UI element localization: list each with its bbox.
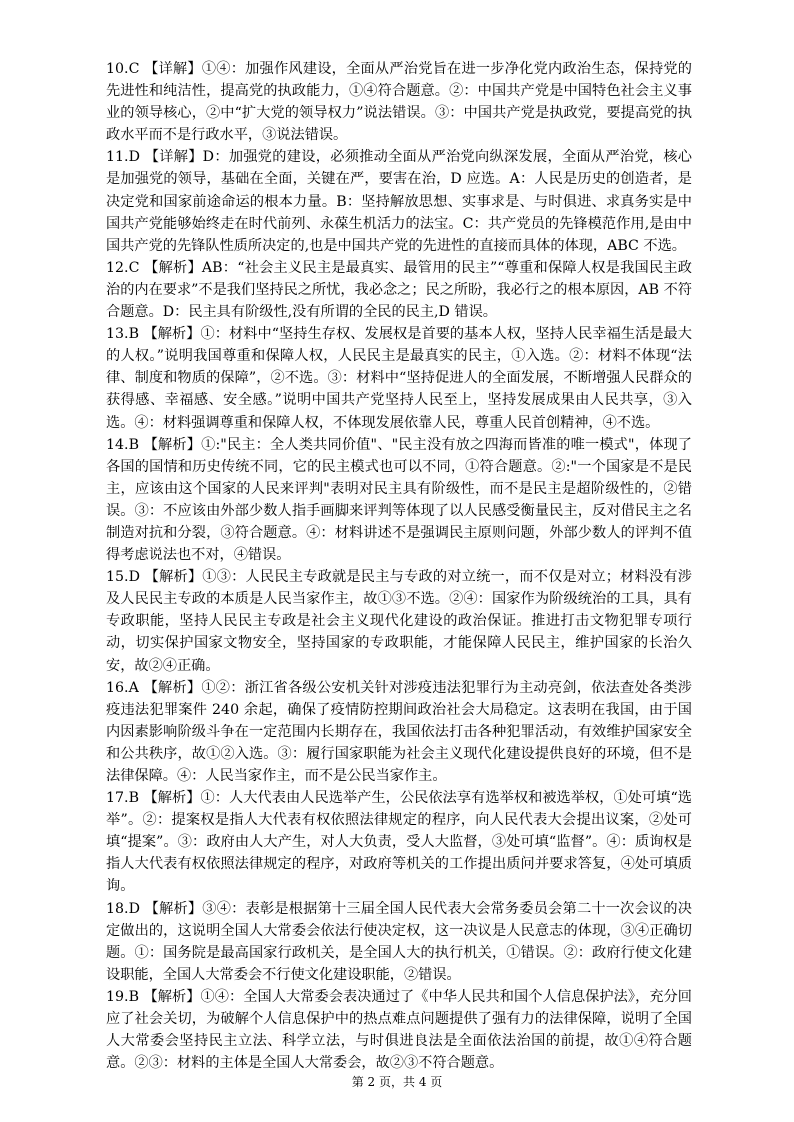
answer-19: 19.B 【解析】①④：全国人大常委会表决通过了《中华人民共和国个人信息保护法》，充分回应了社会关切，为破解个人信息保护中的热点难点问题提供了强有力的法律保障，说明了全国人大常委会坚持民主立法、科学立法，与时俱进良法是全面依法治国的前提，故①④符合题意。②③：材料的主体是全国人大常委会，故②③不符合题意。 xyxy=(106,988,692,1072)
answer-14: 14.B 【解析】①:"民主：全人类共同价值"、"民主没有放之四海而皆准的唯一模式"，体现了各国的国情和历史传统不同，它的民主模式也可以不同，①符合题意。②:"一个国家是不是民主，应该由这个国家的人民来评判"表明对民主具有阶级性，而不是民主是超阶级性的，②错误。③：不应该由外部少数人指手画脚来评判等体现了以人民感受衡量民主，反对借民主之名制造对抗和分裂，③符合题意。④：材料讲述不是强调民主原则问题，外部少数人的评判不值得考虑说法也不对，④错误。 xyxy=(106,436,692,564)
answer-13: 13.B 【解析】①：材料中“坚持生存权、发展权是首要的基本人权，坚持人民幸福生活是最大的人权。”说明我国尊重和保障人权，人民民主是最真实的民主，①入选。②：材料不体现“法律、制度和物质的保障”，②不选。③：材料中“坚持促进人的全面发展，不断增强人民群众的获得感、幸福感、安全感。”说明中国共产党坚持人民至上，坚持发展成果由人民共享，③入选。④：材料强调尊重和保障人权，不体现发展依靠人民，尊重人民首创精神，④不选。 xyxy=(106,326,692,431)
answer-10: 10.C 【详解】①④：加强作风建设，全面从严治党旨在进一步净化党内政治生态，保持党的先进性和纯洁性，提高党的执政能力，①④符合题意。②：中国共产党是中国特色社会主义事业的领导核心，②中“扩大党的领导权力”说法错误。③：中国共产党是执政党，要提高党的执政水平而不是行政水平，③说法错误。 xyxy=(106,61,692,144)
answer-list xyxy=(106,58,692,1074)
answer-12: 12.C 【解析】AB：“社会主义民主是最真实、最管用的民主”“尊重和保障人权是我国民主政治的内在要求”不是我们坚持民之所忧，我必念之；民之所盼，我必行之的根本原因，AB 不符合题意。D：民主具有阶级性,没有所谓的全民的民主,D 错误。 xyxy=(106,259,692,321)
answer-17: 17.B 【解析】①：人大代表由人民选举产生，公民依法享有选举权和被选举权，①处可填“选举”。②：提案权是指人大代表有权依照法律规定的程序，向人民代表大会提出议案，②处可填“提案”。③：政府由人大产生，对人大负责，受人大监督，③处可填“监督”。④：质询权是指人大代表有权依照法律规定的程序，对政府等机关的工作提出质问并要求答复，④处可填质询。 xyxy=(106,790,692,895)
answer-16: 16.A 【解析】①②：浙江省各级公安机关针对涉疫违法犯罪行为主动亮剑，依法查处各类涉疫违法犯罪案件 240 余起，确保了疫情防控期间政治社会大局稳定。这表明在我国，由于国内因素影响阶级斗争在一定范围内长期存在，我国依法打击各种犯罪活动，有效维护国家安全和公共秩序，故①②入选。③：履行国家职能为社会主义现代化建设提供良好的环境，但不是法律保障。④：人民当家作主，而不是公民当家作主。 xyxy=(106,679,692,784)
answer-18: 18.D 【解析】③④：表彰是根据第十三届全国人民代表大会常务委员会第二十一次会议的决定做出的，这说明全国人大常委会依法行使决定权，这一决议是人民意志的体现，③④正确切题。①：国务院是最高国家行政机关，是全国人大的执行机关，①错误。②：政府行使文化建设职能，全国人大常委会不行使文化建设职能，②错误。 xyxy=(106,900,692,983)
page-number-footer: 第 2 页，共 4 页 xyxy=(351,1075,443,1089)
answer-11: 11.D 【详解】D：加强党的建设，必须推动全面从严治党向纵深发展，全面从严治党，核心是加强党的领导，基础在全面，关键在严，要害在治，D 应选。A：人民是历史的创造者，是决定党和国家前途命运的根本力量。B：坚持解放思想、实事求是、与时俱进、求真务实是中国共产党能够始终走在时代前列、永葆生机活力的法宝。C：共产党员的先锋模范作用,是由中国共产党的先锋队性质所决定的,也是中国共产党的先进性的直接而具体的体现，ABC 不选。 xyxy=(106,149,692,254)
answer-15: 15.D 【解析】①③：人民民主专政就是民主与专政的对立统一，而不仅是对立；材料没有涉及人民民主专政的本质是人民当家作主，故①③不选。②④：国家作为阶级统治的工具，具有专政职能，坚持人民民主专政是社会主义现代化建设的政治保证。推进打击文物犯罪专项行动，切实保护国家文物安全，坚持国家的专政职能，才能保障人民民主，维护国家的长治久安，故②④正确。 xyxy=(106,569,692,674)
